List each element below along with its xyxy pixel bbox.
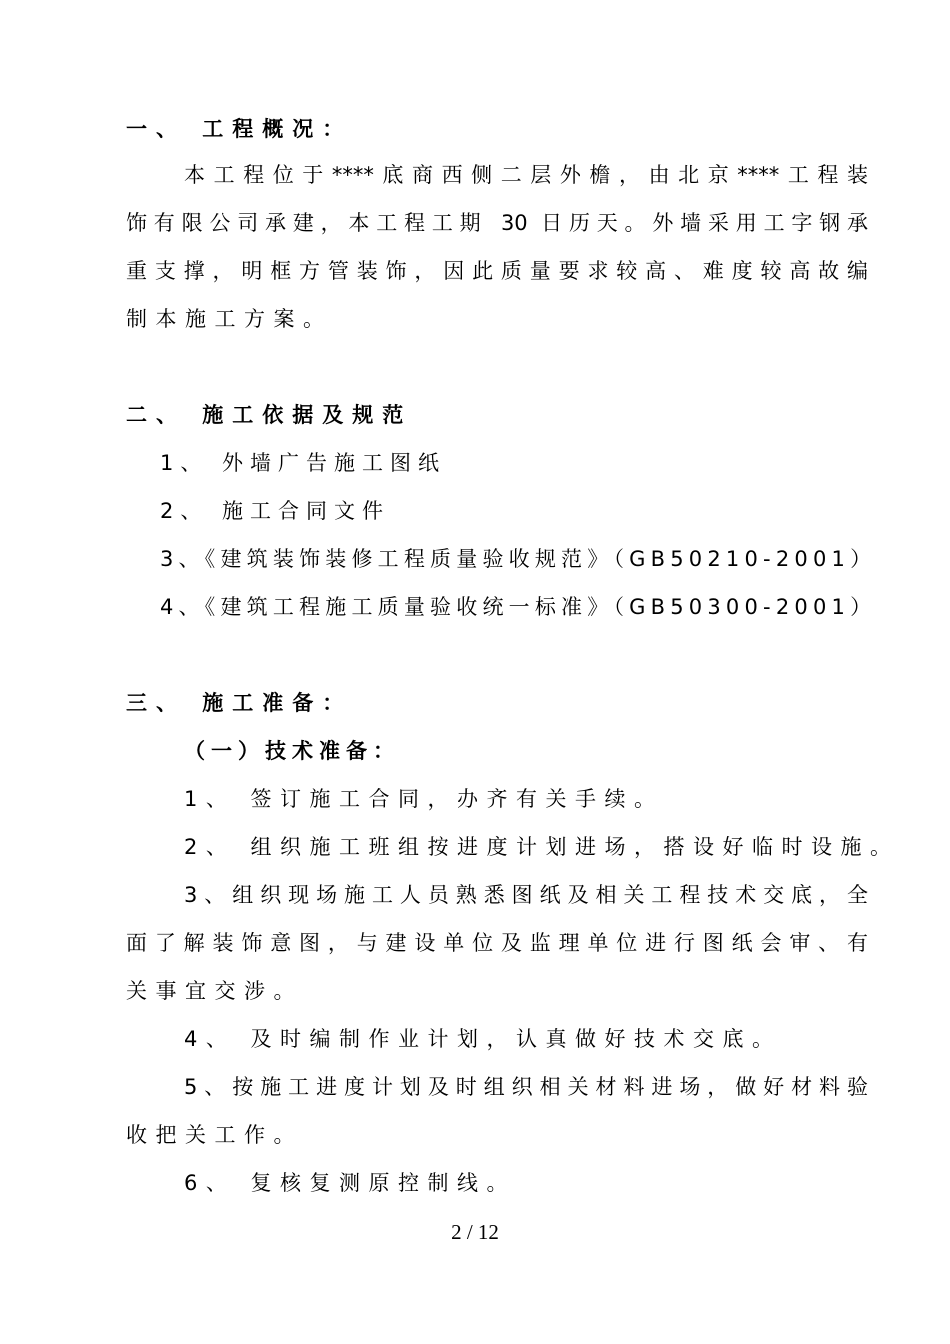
paragraph-line: 1、 签订施工合同，办齐有关手续。 xyxy=(184,787,664,811)
page-number: 2 / 12 xyxy=(451,1220,499,1244)
paragraph-line: 5、按施工进度计划及时组织相关材料进场，做好材料验 xyxy=(184,1075,868,1099)
list-item: 1、 外墙广告施工图纸 xyxy=(160,451,447,475)
paragraph-line: 3、组织现场施工人员熟悉图纸及相关工程技术交底，全 xyxy=(184,883,868,907)
paragraph-line: 2、 组织施工班组按进度计划进场，搭设好临时设施。 xyxy=(184,835,900,859)
paragraph-line: 面了解装饰意图，与建设单位及监理单位进行图纸会审、有 xyxy=(126,931,868,955)
paragraph-line: 4、 及时编制作业计划，认真做好技术交底。 xyxy=(184,1027,782,1051)
paragraph-line: 饰有限公司承建，本工程工期 30 日历天。外墙采用工字钢承 xyxy=(126,211,868,235)
paragraph-line: 制本施工方案。 xyxy=(126,307,333,331)
paragraph-line: 本工程位于****底商西侧二层外檐，由北京****工程装 xyxy=(184,163,868,187)
paragraph-line: 6、 复核复测原控制线。 xyxy=(184,1171,517,1195)
list-item: 2、 施工合同文件 xyxy=(160,499,391,523)
section-heading-preparation: 三、 施工准备： xyxy=(126,691,353,715)
paragraph-line: 收把关工作。 xyxy=(126,1123,303,1147)
section-heading-overview: 一、 工程概况： xyxy=(126,117,353,141)
list-item: 3、《建筑装饰装修工程质量验收规范》（GB50210-2001） xyxy=(160,547,877,571)
paragraph-line: 重支撑，明框方管装饰，因此质量要求较高、难度较高故编 xyxy=(126,259,868,283)
paragraph-line: 关事宜交涉。 xyxy=(126,979,303,1003)
subsection-heading-technical: （一）技术准备： xyxy=(184,739,400,763)
section-heading-basis: 二、 施工依据及规范 xyxy=(126,403,413,427)
list-item: 4、《建筑工程施工质量验收统一标准》（GB50300-2001） xyxy=(160,595,877,619)
